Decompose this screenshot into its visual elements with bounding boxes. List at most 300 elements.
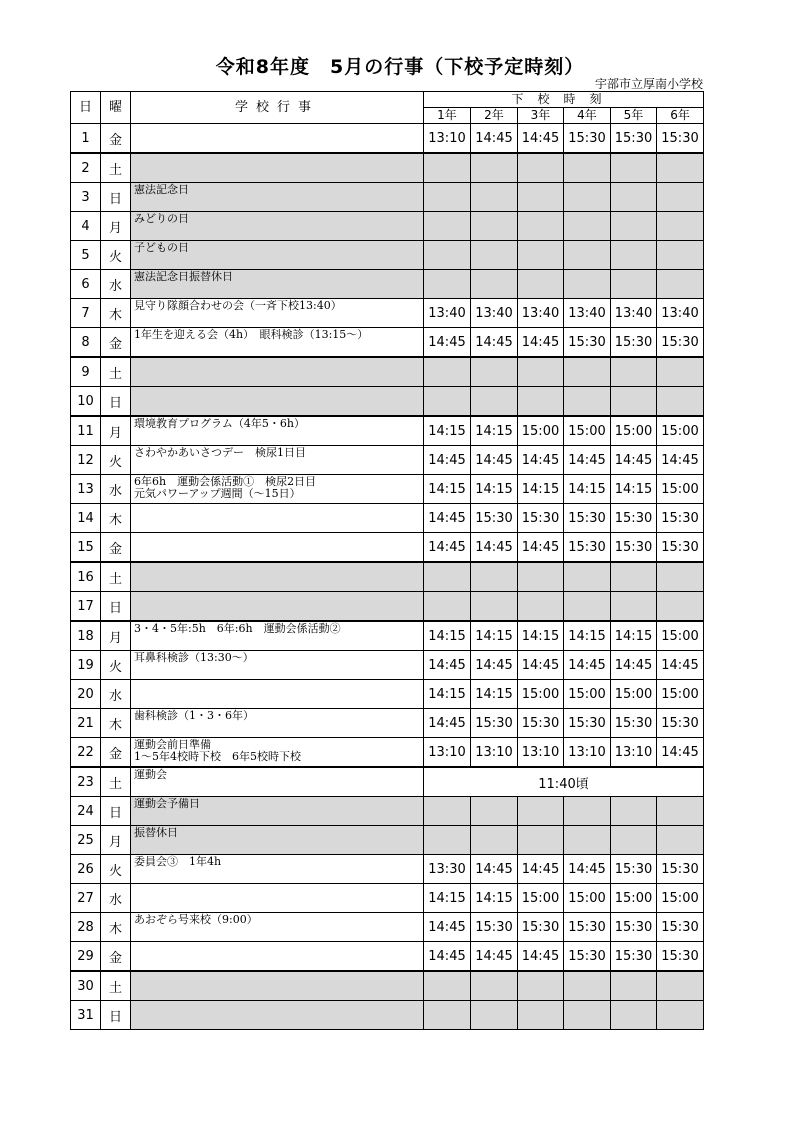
dismissal-time-cell: 14:45	[471, 651, 518, 680]
dismissal-time-cell	[518, 241, 564, 270]
dismissal-time-cell: 15:00	[611, 884, 657, 913]
header-grade-2: 2年	[471, 108, 518, 124]
weekday-cell: 土	[101, 357, 131, 387]
event-cell: 憲法記念日振替休日	[131, 270, 424, 299]
day-cell: 1	[71, 124, 101, 154]
weekday-cell: 日	[101, 592, 131, 622]
day-cell: 12	[71, 446, 101, 475]
table-row	[71, 562, 704, 592]
dismissal-time-cell: 13:10	[564, 738, 611, 768]
table-row	[71, 416, 704, 446]
day-cell: 16	[71, 562, 101, 592]
header-day: 日	[71, 92, 101, 124]
event-cell: 運動会前日準備 1～5年4校時下校 6年5校時下校	[131, 738, 424, 768]
dismissal-time-cell: 13:10	[471, 738, 518, 768]
dismissal-time-cell	[564, 797, 611, 826]
dismissal-time-cell	[564, 592, 611, 622]
dismissal-time-cell	[564, 562, 611, 592]
day-cell: 24	[71, 797, 101, 826]
dismissal-time-cell: 13:40	[611, 299, 657, 328]
dismissal-time-cell	[657, 592, 704, 622]
dismissal-time-cell	[471, 826, 518, 855]
dismissal-time-cell	[424, 592, 471, 622]
header-grade-4: 4年	[564, 108, 611, 124]
dismissal-time-cell	[518, 826, 564, 855]
dismissal-time-cell	[518, 387, 564, 417]
day-cell: 7	[71, 299, 101, 328]
dismissal-time-cell: 15:30	[657, 913, 704, 942]
table-row	[71, 270, 704, 299]
weekday-cell: 木	[101, 709, 131, 738]
dismissal-time-cell: 14:45	[518, 942, 564, 972]
dismissal-time-cell	[471, 387, 518, 417]
dismissal-time-cell: 14:45	[424, 942, 471, 972]
dismissal-time-cell	[471, 562, 518, 592]
table-row	[71, 971, 704, 1001]
dismissal-time-cell: 15:30	[471, 709, 518, 738]
day-cell: 30	[71, 971, 101, 1001]
dismissal-time-cell: 14:45	[564, 651, 611, 680]
dismissal-time-cell: 15:00	[518, 680, 564, 709]
dismissal-time-cell: 15:30	[657, 533, 704, 563]
dismissal-time-cell: 14:15	[471, 680, 518, 709]
dismissal-time-cell: 14:15	[471, 884, 518, 913]
dismissal-time-cell: 14:45	[657, 738, 704, 768]
dismissal-time-cell: 15:30	[611, 913, 657, 942]
dismissal-time-cell: 15:30	[657, 942, 704, 972]
weekday-cell: 土	[101, 153, 131, 183]
weekday-cell: 日	[101, 183, 131, 212]
event-cell: 耳鼻科検診（13:30～）	[131, 651, 424, 680]
event-cell: 委員会③ 1年4h	[131, 855, 424, 884]
dismissal-time-cell	[471, 212, 518, 241]
dismissal-time-cell: 14:15	[471, 416, 518, 446]
dismissal-time-cell	[518, 270, 564, 299]
day-cell: 5	[71, 241, 101, 270]
event-cell: みどりの日	[131, 212, 424, 241]
dismissal-time-cell: 15:30	[611, 942, 657, 972]
dismissal-time-cell: 14:45	[518, 651, 564, 680]
day-cell: 14	[71, 504, 101, 533]
dismissal-time-cell: 14:45	[611, 651, 657, 680]
event-cell	[131, 533, 424, 563]
dismissal-time-cell	[518, 183, 564, 212]
dismissal-time-cell: 15:30	[657, 855, 704, 884]
day-cell: 3	[71, 183, 101, 212]
day-cell: 8	[71, 328, 101, 358]
dismissal-time-cell	[471, 183, 518, 212]
dismissal-time-cell: 15:30	[564, 504, 611, 533]
dismissal-time-cell	[518, 153, 564, 183]
dismissal-time-cell: 13:40	[657, 299, 704, 328]
dismissal-time-cell	[611, 212, 657, 241]
weekday-cell: 月	[101, 416, 131, 446]
dismissal-time-cell: 14:45	[518, 446, 564, 475]
weekday-cell: 金	[101, 124, 131, 154]
table-row	[71, 680, 704, 709]
dismissal-time-cell	[471, 241, 518, 270]
day-cell: 2	[71, 153, 101, 183]
table-row	[71, 504, 704, 533]
dismissal-time-cell	[471, 971, 518, 1001]
event-cell: 憲法記念日	[131, 183, 424, 212]
weekday-cell: 火	[101, 446, 131, 475]
dismissal-time-cell: 13:40	[518, 299, 564, 328]
weekday-cell: 土	[101, 971, 131, 1001]
dismissal-time-cell: 14:45	[518, 533, 564, 563]
header-grade-6: 6年	[657, 108, 704, 124]
schedule-table	[70, 91, 704, 1030]
dismissal-time-cell	[424, 971, 471, 1001]
day-cell: 6	[71, 270, 101, 299]
weekday-cell: 水	[101, 270, 131, 299]
table-row	[71, 738, 704, 768]
dismissal-time-cell: 14:45	[471, 446, 518, 475]
table-row	[71, 241, 704, 270]
dismissal-time-cell: 15:30	[564, 533, 611, 563]
table-row	[71, 212, 704, 241]
dismissal-time-cell	[518, 357, 564, 387]
dismissal-time-cell: 15:00	[657, 621, 704, 651]
dismissal-time-cell: 14:45	[518, 124, 564, 154]
dismissal-time-cell	[564, 357, 611, 387]
dismissal-time-cell: 15:00	[564, 680, 611, 709]
dismissal-time-cell: 15:30	[611, 533, 657, 563]
day-cell: 13	[71, 475, 101, 504]
weekday-cell: 水	[101, 884, 131, 913]
dismissal-time-cell: 14:45	[471, 124, 518, 154]
table-row	[71, 446, 704, 475]
table-row	[71, 651, 704, 680]
table-row	[71, 299, 704, 328]
event-cell: 6年6h 運動会係活動① 検尿2日目 元気パワーアップ週間（～15日）	[131, 475, 424, 504]
dismissal-time-cell: 14:15	[564, 621, 611, 651]
event-cell: 子どもの日	[131, 241, 424, 270]
dismissal-time-cell: 13:10	[518, 738, 564, 768]
dismissal-time-cell: 15:00	[657, 680, 704, 709]
event-cell	[131, 1001, 424, 1030]
dismissal-time-cell: 14:45	[518, 328, 564, 358]
dismissal-time-cell: 15:00	[611, 416, 657, 446]
schedule-body	[71, 124, 704, 1030]
header-grade-1: 1年	[424, 108, 471, 124]
dismissal-time-cell: 14:15	[518, 475, 564, 504]
day-cell: 21	[71, 709, 101, 738]
header-grade-5: 5年	[611, 108, 657, 124]
event-cell: 運動会予備日	[131, 797, 424, 826]
school-name: 宇部市立厚南小学校	[594, 77, 703, 91]
dismissal-time-cell: 14:45	[657, 446, 704, 475]
table-row	[71, 328, 704, 358]
dismissal-time-cell	[657, 270, 704, 299]
event-cell: 振替休日	[131, 826, 424, 855]
dismissal-time-cell: 15:00	[564, 884, 611, 913]
dismissal-time-cell: 14:45	[424, 709, 471, 738]
dismissal-time-cell	[471, 270, 518, 299]
dismissal-time-cell: 14:15	[424, 680, 471, 709]
event-cell	[131, 971, 424, 1001]
dismissal-time-cell	[611, 797, 657, 826]
table-row	[71, 621, 704, 651]
dismissal-time-cell	[471, 592, 518, 622]
dismissal-time-cell: 15:30	[564, 328, 611, 358]
dismissal-time-cell	[564, 270, 611, 299]
dismissal-time-cell	[471, 797, 518, 826]
header-grade-3: 3年	[518, 108, 564, 124]
table-row	[71, 1001, 704, 1030]
dismissal-time-cell	[611, 592, 657, 622]
dismissal-time-cell	[424, 357, 471, 387]
page-title: 令和8年度 5月の行事（下校予定時刻）	[215, 56, 585, 78]
dismissal-time-cell	[471, 1001, 518, 1030]
dismissal-time-cell: 15:00	[564, 416, 611, 446]
dismissal-time-cell: 15:30	[564, 913, 611, 942]
dismissal-time-cell: 15:00	[657, 416, 704, 446]
weekday-cell: 金	[101, 738, 131, 768]
event-cell	[131, 387, 424, 417]
event-cell	[131, 942, 424, 972]
event-cell: 運動会	[131, 767, 424, 797]
weekday-cell: 土	[101, 562, 131, 592]
dismissal-time-cell	[657, 562, 704, 592]
dismissal-time-cell: 14:15	[611, 475, 657, 504]
table-row	[71, 387, 704, 417]
day-cell: 23	[71, 767, 101, 797]
dismissal-time-cell	[611, 971, 657, 1001]
weekday-cell: 火	[101, 651, 131, 680]
dismissal-time-cell	[518, 212, 564, 241]
weekday-cell: 月	[101, 621, 131, 651]
weekday-cell: 火	[101, 855, 131, 884]
table-row	[71, 183, 704, 212]
dismissal-time-cell: 15:30	[611, 855, 657, 884]
dismissal-time-cell: 15:30	[564, 942, 611, 972]
dismissal-time-cell	[518, 562, 564, 592]
header-dismissal-time: 下校時刻	[424, 92, 704, 108]
weekday-cell: 日	[101, 1001, 131, 1030]
dismissal-time-cell	[657, 153, 704, 183]
weekday-cell: 月	[101, 826, 131, 855]
table-row	[71, 709, 704, 738]
event-cell: あおぞら号来校（9:00）	[131, 913, 424, 942]
dismissal-time-cell: 15:30	[657, 709, 704, 738]
table-row	[71, 475, 704, 504]
day-cell: 27	[71, 884, 101, 913]
dismissal-time-cell	[424, 562, 471, 592]
dismissal-time-cell: 15:30	[611, 709, 657, 738]
dismissal-time-cell	[564, 212, 611, 241]
dismissal-time-cell	[518, 797, 564, 826]
dismissal-time-cell	[424, 1001, 471, 1030]
dismissal-time-cell: 14:15	[424, 884, 471, 913]
event-cell	[131, 153, 424, 183]
dismissal-time-cell: 13:40	[471, 299, 518, 328]
dismissal-time-cell	[611, 562, 657, 592]
dismissal-time-cell	[424, 797, 471, 826]
dismissal-time-cell: 14:45	[424, 328, 471, 358]
weekday-cell: 金	[101, 942, 131, 972]
dismissal-time-cell: 15:30	[564, 124, 611, 154]
dismissal-time-cell	[611, 241, 657, 270]
dismissal-time-cell	[518, 1001, 564, 1030]
day-cell: 10	[71, 387, 101, 417]
table-row	[71, 124, 704, 154]
dismissal-time-cell	[657, 212, 704, 241]
dismissal-time-cell	[564, 241, 611, 270]
dismissal-time-cell: 15:30	[657, 504, 704, 533]
event-cell: 歯科検診（1・3・6年）	[131, 709, 424, 738]
dismissal-time-cell	[564, 971, 611, 1001]
dismissal-time-cell: 15:30	[471, 913, 518, 942]
day-cell: 17	[71, 592, 101, 622]
dismissal-time-cell: 14:15	[424, 621, 471, 651]
dismissal-time-cell: 14:45	[611, 446, 657, 475]
dismissal-time-cell: 13:40	[424, 299, 471, 328]
dismissal-time-cell	[471, 153, 518, 183]
header-event: 学校行事	[131, 92, 424, 124]
table-row	[71, 767, 704, 797]
event-cell: 見守り隊顔合わせの会（一斉下校13:40）	[131, 299, 424, 328]
dismissal-time-cell: 13:30	[424, 855, 471, 884]
day-cell: 15	[71, 533, 101, 563]
dismissal-time-cell: 15:30	[518, 913, 564, 942]
day-cell: 11	[71, 416, 101, 446]
weekday-cell: 月	[101, 212, 131, 241]
dismissal-time-cell: 14:45	[424, 913, 471, 942]
weekday-cell: 木	[101, 913, 131, 942]
dismissal-time-cell	[424, 212, 471, 241]
day-cell: 31	[71, 1001, 101, 1030]
dismissal-time-cell: 15:30	[518, 504, 564, 533]
dismissal-time-cell: 14:45	[471, 328, 518, 358]
weekday-cell: 金	[101, 533, 131, 563]
dismissal-time-cell	[657, 357, 704, 387]
event-cell: 3・4・5年:5h 6年:6h 運動会係活動②	[131, 621, 424, 651]
weekday-cell: 水	[101, 680, 131, 709]
weekday-cell: 木	[101, 299, 131, 328]
day-cell: 20	[71, 680, 101, 709]
dismissal-time-cell	[424, 387, 471, 417]
dismissal-time-cell: 14:45	[564, 446, 611, 475]
table-row	[71, 797, 704, 826]
dismissal-time-cell	[657, 826, 704, 855]
dismissal-time-cell: 14:15	[424, 416, 471, 446]
dismissal-time-cell: 15:30	[657, 124, 704, 154]
weekday-cell: 木	[101, 504, 131, 533]
dismissal-time-cell	[611, 270, 657, 299]
event-cell	[131, 680, 424, 709]
dismissal-time-cell: 14:15	[424, 475, 471, 504]
dismissal-time-cell	[611, 357, 657, 387]
dismissal-time-cell: 14:15	[564, 475, 611, 504]
dismissal-time-cell: 14:45	[424, 446, 471, 475]
dismissal-time-cell	[611, 153, 657, 183]
dismissal-time-cell: 15:30	[611, 504, 657, 533]
weekday-cell: 日	[101, 387, 131, 417]
dismissal-time-cell: 15:30	[518, 709, 564, 738]
day-cell: 4	[71, 212, 101, 241]
dismissal-time-cell: 14:15	[471, 475, 518, 504]
dismissal-time-cell: 15:30	[657, 328, 704, 358]
dismissal-time-cell: 15:00	[518, 416, 564, 446]
dismissal-time-cell	[611, 826, 657, 855]
dismissal-time-cell	[611, 183, 657, 212]
dismissal-time-cell	[424, 183, 471, 212]
table-row	[71, 942, 704, 972]
table-row	[71, 884, 704, 913]
dismissal-time-cell: 14:15	[518, 621, 564, 651]
dismissal-time-cell	[564, 1001, 611, 1030]
dismissal-time-cell	[657, 1001, 704, 1030]
event-cell	[131, 124, 424, 154]
event-cell: 環境教育プログラム（4年5・6h）	[131, 416, 424, 446]
day-cell: 26	[71, 855, 101, 884]
event-cell: 1年生を迎える会（4h） 眼科検診（13:15～）	[131, 328, 424, 358]
dismissal-time-cell	[564, 153, 611, 183]
dismissal-time-cell: 15:00	[518, 884, 564, 913]
weekday-cell: 金	[101, 328, 131, 358]
dismissal-time-cell	[518, 592, 564, 622]
dismissal-time-cell	[424, 153, 471, 183]
dismissal-time-cell: 15:30	[564, 709, 611, 738]
event-cell	[131, 884, 424, 913]
table-row	[71, 855, 704, 884]
dismissal-time-cell: 15:00	[657, 475, 704, 504]
dismissal-time-cell	[424, 270, 471, 299]
table-row	[71, 826, 704, 855]
event-cell: さわやかあいさつデー 検尿1日目	[131, 446, 424, 475]
dismissal-time-cell: 15:30	[611, 328, 657, 358]
dismissal-time-cell	[611, 387, 657, 417]
dismissal-time-cell: 14:45	[518, 855, 564, 884]
day-cell: 9	[71, 357, 101, 387]
dismissal-time-cell	[564, 183, 611, 212]
dismissal-time-cell: 13:40	[564, 299, 611, 328]
table-row	[71, 913, 704, 942]
table-row	[71, 153, 704, 183]
weekday-cell: 水	[101, 475, 131, 504]
dismissal-time-cell	[657, 241, 704, 270]
day-cell: 19	[71, 651, 101, 680]
dismissal-time-cell	[564, 387, 611, 417]
dismissal-time-cell	[657, 971, 704, 1001]
dismissal-time-cell	[518, 971, 564, 1001]
dismissal-time-cell: 13:10	[611, 738, 657, 768]
dismissal-time-cell: 15:00	[657, 884, 704, 913]
dismissal-time-cell	[657, 183, 704, 212]
day-cell: 29	[71, 942, 101, 972]
dismissal-time-cell: 13:10	[424, 124, 471, 154]
weekday-cell: 火	[101, 241, 131, 270]
dismissal-time-merged: 11:40頃	[424, 767, 704, 797]
day-cell: 22	[71, 738, 101, 768]
event-cell	[131, 592, 424, 622]
table-row	[71, 592, 704, 622]
dismissal-time-cell: 14:45	[471, 942, 518, 972]
header-weekday: 曜	[101, 92, 131, 124]
dismissal-time-cell: 14:45	[471, 855, 518, 884]
event-cell	[131, 562, 424, 592]
table-row	[71, 357, 704, 387]
dismissal-time-cell: 14:15	[611, 621, 657, 651]
day-cell: 25	[71, 826, 101, 855]
dismissal-time-cell	[564, 826, 611, 855]
event-cell	[131, 357, 424, 387]
day-cell: 18	[71, 621, 101, 651]
weekday-cell: 日	[101, 797, 131, 826]
dismissal-time-cell: 15:30	[471, 504, 518, 533]
dismissal-time-cell	[424, 241, 471, 270]
